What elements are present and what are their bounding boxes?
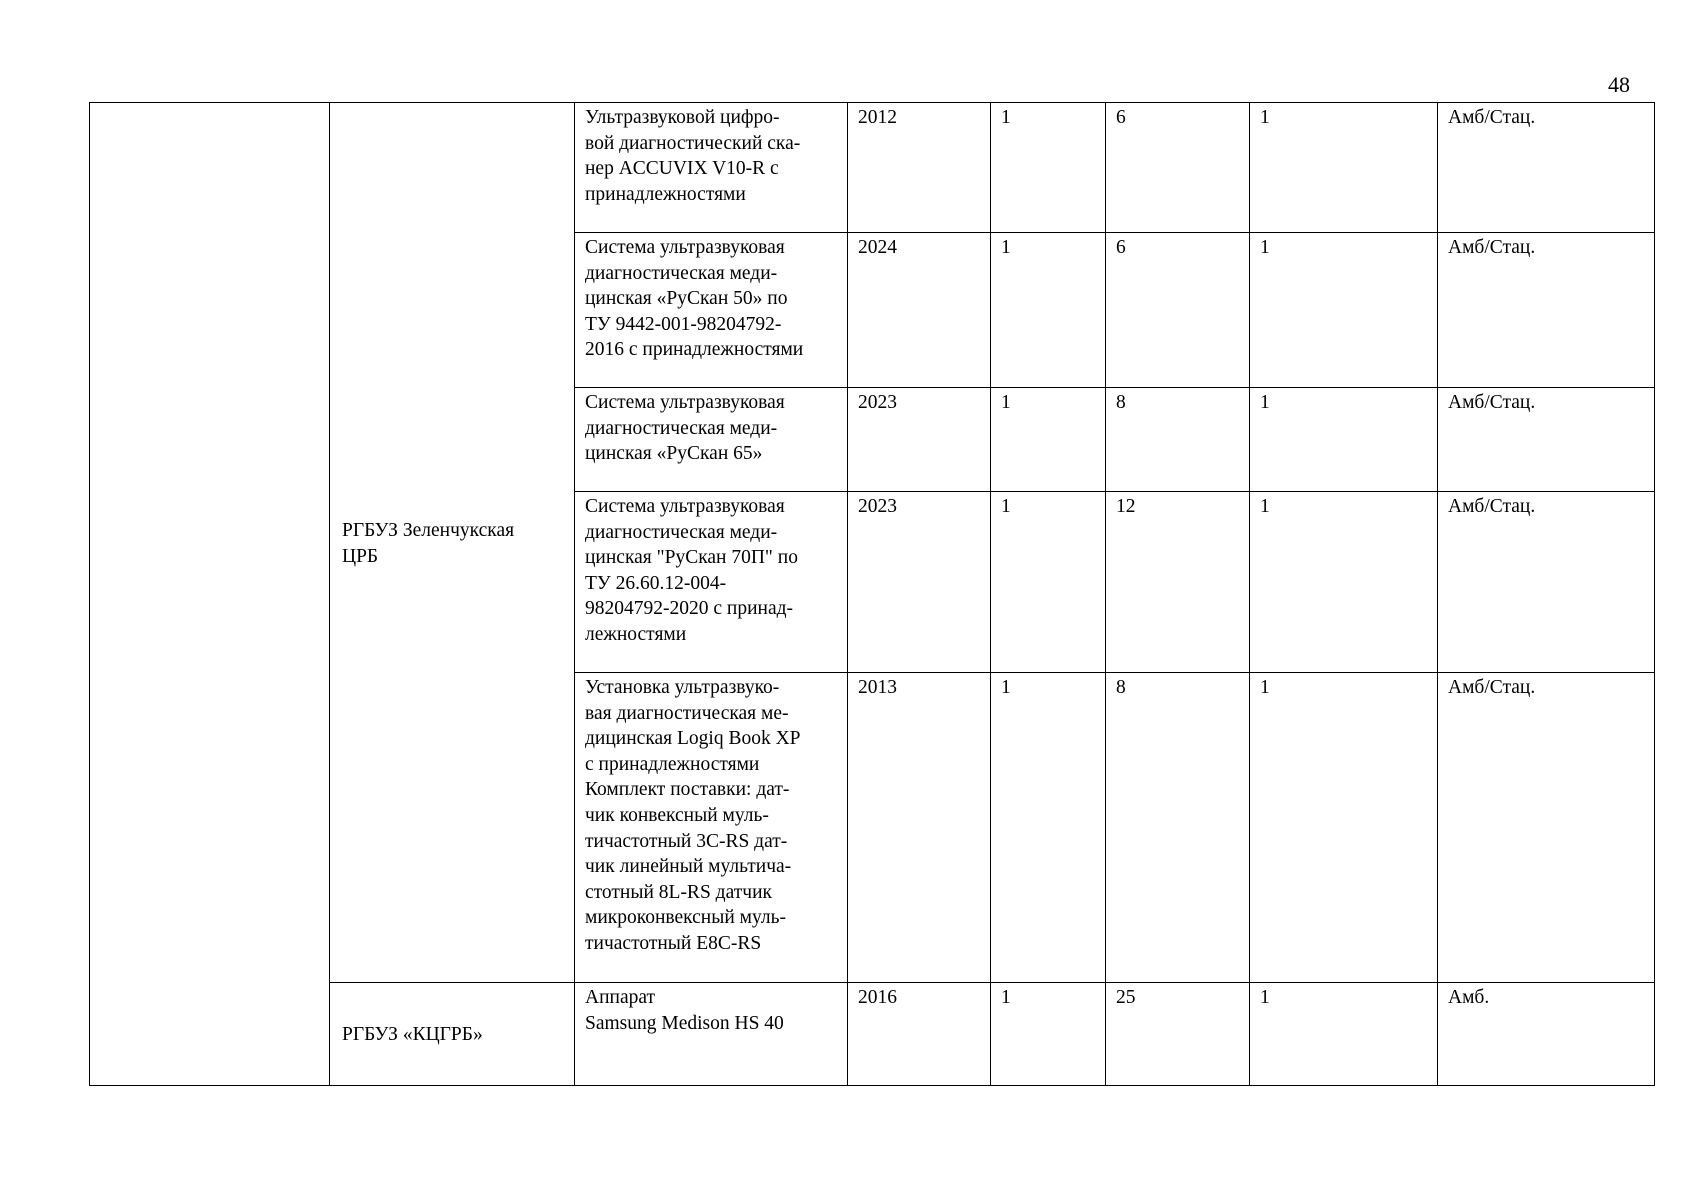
mode-cell: Амб. [1438,983,1655,1086]
equipment-cell [575,673,848,983]
count-cell: 1 [991,103,1106,233]
equipment-cell [575,388,848,492]
table-row [90,103,1655,233]
mode-cell: Амб/Стац. [1438,103,1655,233]
count-cell: 1 [991,983,1106,1086]
count-cell: 1 [991,233,1106,388]
equipment-cell [575,492,848,673]
equipment-line: ТУ 26.60.12-004- [585,572,727,594]
equipment-line: лежностями [585,623,687,645]
equipment-line: ТУ 9442-001-98204792- [585,313,782,335]
year-cell: 2023 [848,492,991,673]
equipment-table [89,102,1655,1086]
count-cell: 1 [1250,673,1438,983]
equipment-cell [575,233,848,388]
count-cell: 8 [1106,388,1250,492]
equipment-line: Ультразвуковой цифро- [585,107,780,128]
count-cell: 12 [1106,492,1250,673]
equipment-line: 98204792-2020 с принад- [585,598,794,620]
count-cell: 8 [1106,673,1250,983]
equipment-line: микроконвексный муль- [585,907,787,929]
equipment-line: цинская «РуСкан 50» по [585,288,788,310]
organization-cell [330,103,575,983]
blank-region-cell [90,103,330,1086]
equipment-cell [575,103,848,233]
organization-name-line: РГБУЗ Зеленчукская [342,519,515,541]
count-cell: 6 [1106,103,1250,233]
equipment-line: Аппарат [585,987,656,1008]
organization-name-line: РГБУЗ «КЦГРБ» [342,1024,483,1046]
page-number: 48 [1608,72,1630,97]
year-cell: 2023 [848,388,991,492]
mode-cell: Амб/Стац. [1438,233,1655,388]
equipment-line: Samsung Medison HS 40 [585,1012,784,1034]
count-cell: 1 [1250,233,1438,388]
equipment-line: Система ультразвуковая [585,496,785,517]
count-cell: 1 [1250,492,1438,673]
organization-name-line: ЦРБ [342,545,379,567]
organization-cell [330,983,575,1086]
mode-cell: Амб/Стац. [1438,492,1655,673]
equipment-line: вой диагностический ска- [585,132,801,154]
count-cell: 1 [991,673,1106,983]
equipment-line: тичастотный 3C-RS дат- [585,830,788,852]
year-cell: 2012 [848,103,991,233]
year-cell: 2016 [848,983,991,1086]
equipment-line: принадлежностями [585,183,746,205]
equipment-line: Система ультразвуковая [585,237,785,258]
equipment-line: Комплект поставки: дат- [585,779,790,801]
equipment-line: тичастотный E8C-RS [585,932,762,954]
equipment-line: диагностическая меди- [585,521,778,543]
count-cell: 1 [991,492,1106,673]
year-cell: 2024 [848,233,991,388]
equipment-line: диагностическая меди- [585,417,778,439]
equipment-line: цинская «РуСкан 65» [585,443,763,465]
count-cell: 25 [1106,983,1250,1086]
count-cell: 1 [991,388,1106,492]
equipment-line: Установка ультразвуко- [585,677,780,698]
equipment-line: диагностическая меди- [585,262,778,284]
equipment-line: нер ACCUVIX V10-R с [585,158,779,180]
count-cell: 6 [1106,233,1250,388]
equipment-line: 2016 с принадлежностями [585,339,804,361]
equipment-line: стотный 8L-RS датчик [585,881,772,903]
count-cell: 1 [1250,983,1438,1086]
mode-cell: Амб/Стац. [1438,673,1655,983]
equipment-line: с принадлежностями [585,753,760,775]
count-cell: 1 [1250,388,1438,492]
equipment-line: Система ультразвуковая [585,392,785,413]
count-cell: 1 [1250,103,1438,233]
equipment-line: вая диагностическая ме- [585,702,789,724]
mode-cell: Амб/Стац. [1438,388,1655,492]
equipment-line: чик конвексный муль- [585,804,769,826]
equipment-line: дицинская Logiq Book XP [585,728,801,750]
equipment-cell [575,983,848,1086]
equipment-line: чик линейный мультича- [585,856,792,878]
equipment-line: цинская "РуСкан 70П" по [585,547,798,569]
year-cell: 2013 [848,673,991,983]
